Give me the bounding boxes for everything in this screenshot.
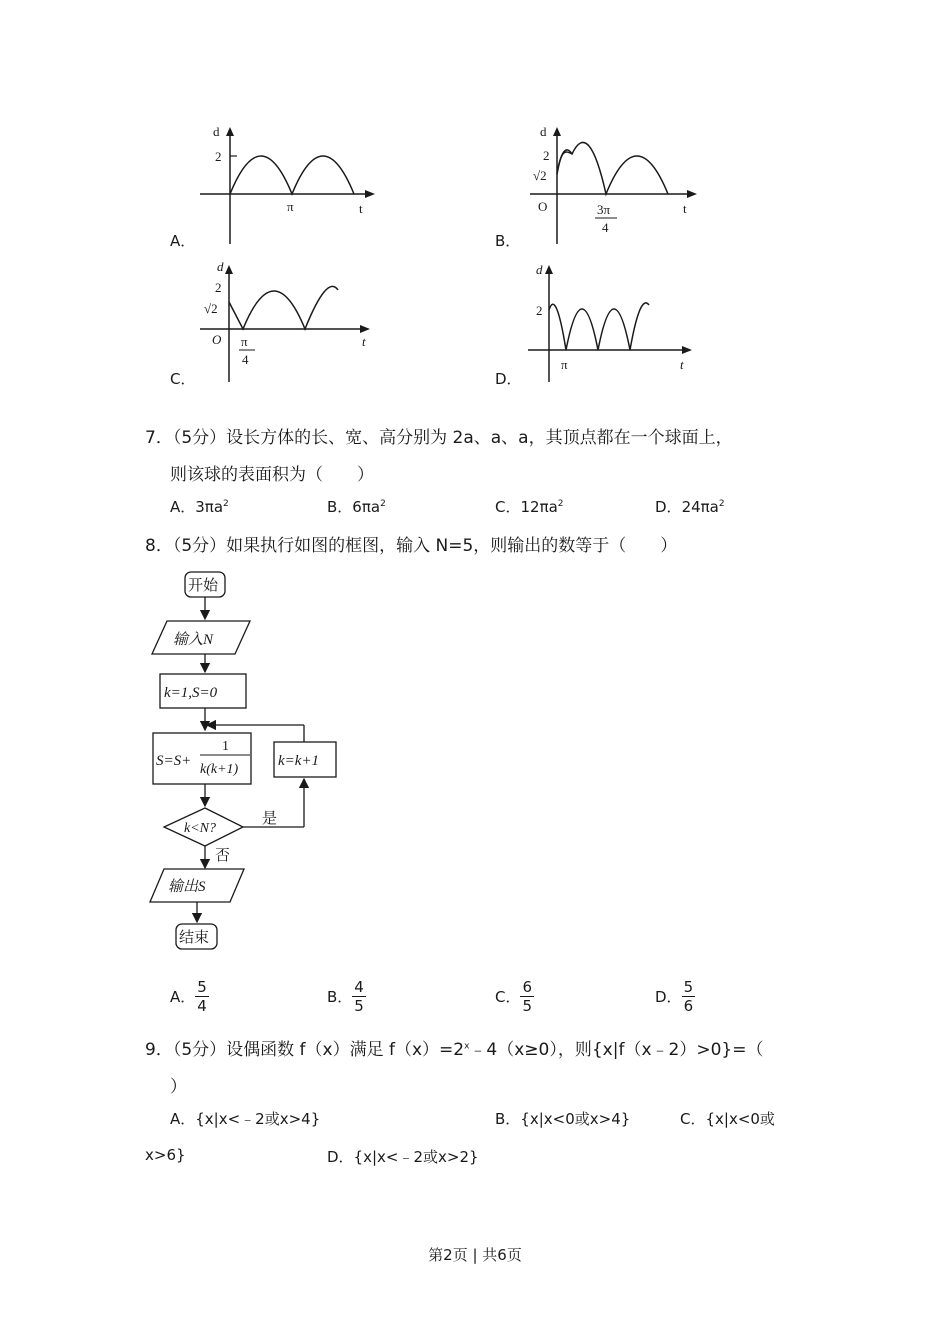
graph-b-xtick-num: 3π xyxy=(597,202,611,217)
flow-end: 结束 xyxy=(179,930,210,946)
graph-a-x-label: t xyxy=(359,201,363,216)
q9-stem-line2: ） xyxy=(170,1077,187,1097)
graph-b-origin: O xyxy=(538,199,548,214)
q7-stem-line1: 7．（5分）设长方体的长、宽、高分别为 2a、a、a，其顶点都在一个球面上， xyxy=(145,428,733,448)
graph-b-y-label: d xyxy=(540,124,547,139)
flow-update-num: 1 xyxy=(222,739,229,754)
graph-a-y-label: d xyxy=(213,124,220,139)
flow-init: k=1,S=0 xyxy=(164,685,218,701)
graph-a-ytick: 2 xyxy=(215,149,222,164)
flow-output: 输出S xyxy=(168,879,206,895)
page-footer: 第2页 | 共6页 xyxy=(428,1246,522,1264)
graph-option-d xyxy=(525,258,725,384)
q8-stem: 8．（5分）如果执行如图的框图，输入 N=5，则输出的数等于（ ） xyxy=(145,536,678,556)
q8-option-c: C． $\frac{6}{5}$ xyxy=(495,978,533,1015)
flow-no: 否 xyxy=(215,848,231,864)
graph-c-ytick: 2 xyxy=(215,280,222,295)
graph-c-xtick-den: 4 xyxy=(242,352,249,367)
graph-option-c xyxy=(195,258,395,384)
graph-d-xtick: π xyxy=(561,357,568,372)
graph-c-xtick-num: π xyxy=(241,334,248,349)
q8-option-d: D． $\frac{5}{6}$ xyxy=(655,978,694,1015)
option-a-label: A． xyxy=(170,232,196,250)
q7-option-a: A．$3\pi a^2$ xyxy=(170,498,229,516)
q9-option-d: D．{x|x<﹣2或x>2} xyxy=(327,1148,479,1166)
graph-d-x-label: t xyxy=(680,357,684,372)
flow-input: 输入N xyxy=(173,632,214,648)
graph-c-x-label: t xyxy=(362,334,366,349)
graph-b-ytick: 2 xyxy=(543,148,550,163)
graph-c-y-label: d xyxy=(217,259,224,274)
graph-d-ytick: 2 xyxy=(536,303,543,318)
flow-condition: k<N? xyxy=(184,821,216,836)
graph-b-x-label: t xyxy=(683,201,687,216)
q9-option-a: A．{x|x<﹣2或x>4} xyxy=(170,1110,321,1128)
q7-option-d: D．$24\pi a^2$ xyxy=(655,498,725,516)
flow-yes: 是 xyxy=(262,811,278,827)
q9-stem: 9．（5分）设偶函数 f（x）满足 $f(x)=2^x﹣4(x\ge 0)$，则{x|f（x﹣2）>0}=（ xyxy=(145,1040,764,1060)
flow-start: 开始 xyxy=(188,578,219,594)
graph-b-xtick-den: 4 xyxy=(602,220,609,235)
graph-option-a xyxy=(195,120,395,246)
graph-c-ytick2: √2 xyxy=(204,301,218,316)
q9-option-c-cont: x>6} xyxy=(145,1146,186,1164)
q7-stem-line2: 则该球的表面积为（ ） xyxy=(170,465,374,485)
q8-option-b: B． $\frac{4}{5}$ xyxy=(327,978,364,1015)
graph-option-b xyxy=(525,120,725,246)
option-c-label: C． xyxy=(170,370,196,388)
q7-option-b: B．$6\pi a^2$ xyxy=(327,498,386,516)
flow-update-left: S=S+ xyxy=(156,753,192,769)
q8-option-a: A． $\frac{5}{4}$ xyxy=(170,978,207,1015)
option-b-label: B． xyxy=(495,232,521,250)
flow-update-den: k(k+1) xyxy=(200,762,239,777)
option-d-label: D． xyxy=(495,370,522,388)
q9-option-b: B．{x|x<0或x>4} xyxy=(495,1110,631,1128)
q7-option-c: C．$12\pi a^2$ xyxy=(495,498,564,516)
graph-c-origin: O xyxy=(212,332,222,347)
q9-option-c: C．{x|x<0或 xyxy=(680,1110,775,1128)
q8-flowchart xyxy=(140,562,360,962)
graph-a-xtick: π xyxy=(287,199,294,214)
graph-d-y-label: d xyxy=(536,262,543,277)
flow-increment: k=k+1 xyxy=(278,753,320,769)
graph-b-ytick2: √2 xyxy=(533,168,547,183)
